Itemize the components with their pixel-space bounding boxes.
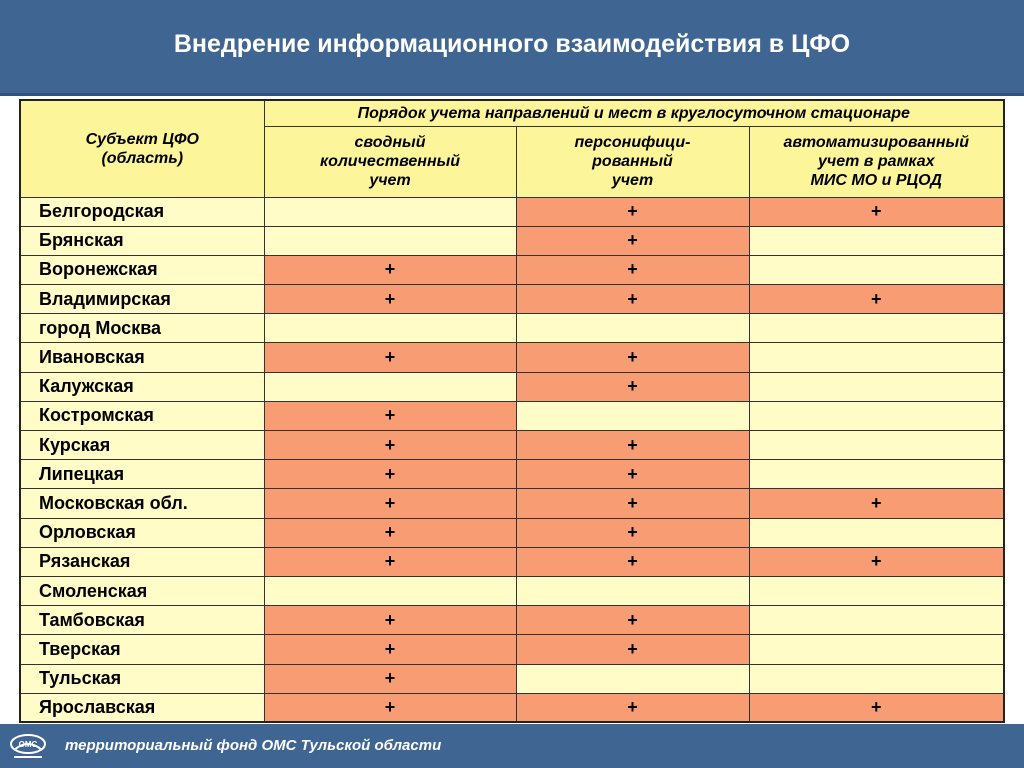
status-cell — [749, 576, 1004, 605]
region-name: Тверская — [20, 635, 264, 664]
table-row — [20, 197, 1004, 226]
status-cell: + — [516, 489, 749, 518]
region-name: Владимирская — [20, 285, 264, 314]
status-cell — [749, 606, 1004, 635]
table-row — [20, 518, 1004, 547]
subject-header: Субъект ЦФО (область) — [20, 100, 264, 197]
group-header: Порядок учета направлений и мест в круглосуточном стационаре — [264, 100, 1004, 126]
regions-table — [19, 99, 1005, 723]
status-cell: + — [264, 518, 516, 547]
status-cell: + — [749, 547, 1004, 576]
region-name: Тульская — [20, 664, 264, 693]
table-row — [20, 693, 1004, 722]
status-cell: + — [516, 547, 749, 576]
status-cell: + — [516, 431, 749, 460]
status-cell: + — [516, 693, 749, 722]
status-cell: + — [516, 460, 749, 489]
status-cell: + — [264, 606, 516, 635]
region-name: Белгородская — [20, 197, 264, 226]
table-row — [20, 431, 1004, 460]
table-row — [20, 606, 1004, 635]
status-cell — [264, 372, 516, 401]
status-cell: + — [516, 372, 749, 401]
status-cell: + — [264, 489, 516, 518]
table-row — [20, 226, 1004, 255]
status-cell — [516, 576, 749, 605]
status-cell: + — [264, 547, 516, 576]
status-cell: + — [264, 255, 516, 284]
status-cell — [749, 460, 1004, 489]
status-cell: + — [264, 635, 516, 664]
region-name: Московская обл. — [20, 489, 264, 518]
status-cell: + — [264, 431, 516, 460]
region-name: Калужская — [20, 372, 264, 401]
table-row — [20, 285, 1004, 314]
region-name: город Москва — [20, 314, 264, 343]
table-row — [20, 547, 1004, 576]
status-cell: + — [749, 197, 1004, 226]
status-cell: + — [264, 401, 516, 430]
region-name: Орловская — [20, 518, 264, 547]
page-title: Внедрение информационного взаимодействия в ЦФО — [173, 30, 851, 58]
table-row — [20, 576, 1004, 605]
status-cell — [264, 576, 516, 605]
status-cell: + — [264, 664, 516, 693]
region-name: Рязанская — [20, 547, 264, 576]
status-cell — [516, 314, 749, 343]
status-cell — [749, 518, 1004, 547]
column-header-summary: сводный количественный учет — [264, 126, 516, 197]
region-name: Ивановская — [20, 343, 264, 372]
status-cell — [264, 226, 516, 255]
omc-logo-icon — [8, 730, 48, 762]
region-name: Тамбовская — [20, 606, 264, 635]
table-row — [20, 343, 1004, 372]
table-container — [19, 99, 1005, 723]
status-cell — [749, 664, 1004, 693]
status-cell: + — [749, 693, 1004, 722]
status-cell — [749, 431, 1004, 460]
column-header-automated: автоматизированный учет в рамках МИС МО и РЦОД — [749, 126, 1004, 197]
status-cell — [749, 314, 1004, 343]
region-name: Воронежская — [20, 255, 264, 284]
status-cell: + — [264, 693, 516, 722]
region-name: Смоленская — [20, 576, 264, 605]
footer-text: территориальный фонд ОМС Тульской области — [65, 737, 442, 754]
table-row — [20, 255, 1004, 284]
status-cell — [749, 635, 1004, 664]
region-name: Костромская — [20, 401, 264, 430]
status-cell: + — [516, 255, 749, 284]
status-cell: + — [264, 460, 516, 489]
table-row — [20, 372, 1004, 401]
svg-text:ОМС: ОМС — [18, 740, 38, 749]
status-cell — [264, 197, 516, 226]
status-cell — [749, 226, 1004, 255]
status-cell: + — [516, 285, 749, 314]
status-cell: + — [516, 343, 749, 372]
status-cell — [749, 372, 1004, 401]
status-cell: + — [516, 635, 749, 664]
table-row — [20, 489, 1004, 518]
status-cell — [264, 314, 516, 343]
table-row — [20, 460, 1004, 489]
status-cell — [749, 401, 1004, 430]
region-name: Ярославская — [20, 693, 264, 722]
status-cell: + — [516, 518, 749, 547]
column-header-personal: персонифици- рованный учет — [516, 126, 749, 197]
table-row — [20, 314, 1004, 343]
region-name: Брянская — [20, 226, 264, 255]
status-cell — [516, 664, 749, 693]
status-cell — [749, 343, 1004, 372]
region-name: Курская — [20, 431, 264, 460]
status-cell: + — [516, 226, 749, 255]
status-cell: + — [516, 197, 749, 226]
status-cell: + — [516, 606, 749, 635]
slide-footer — [0, 724, 1024, 768]
status-cell: + — [264, 343, 516, 372]
status-cell: + — [749, 489, 1004, 518]
slide-header — [0, 0, 1024, 96]
table-row — [20, 635, 1004, 664]
status-cell — [749, 255, 1004, 284]
status-cell: + — [264, 285, 516, 314]
region-name: Липецкая — [20, 460, 264, 489]
status-cell: + — [749, 285, 1004, 314]
table-row — [20, 664, 1004, 693]
status-cell — [516, 401, 749, 430]
table-row — [20, 401, 1004, 430]
